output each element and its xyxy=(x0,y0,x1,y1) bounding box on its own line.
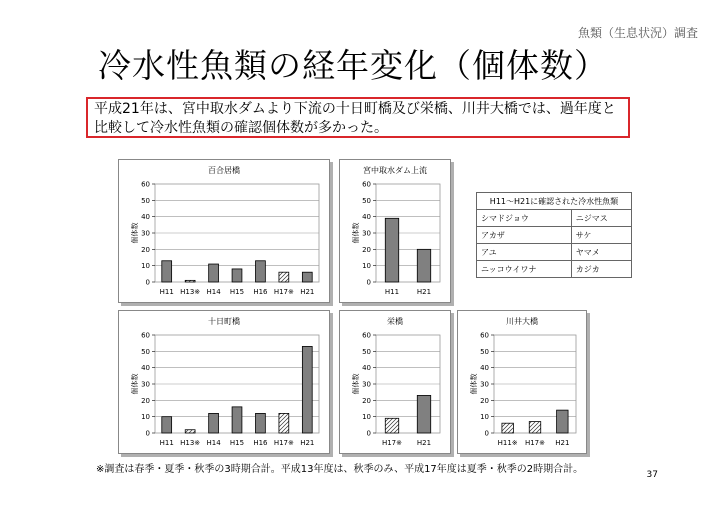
x-tick-label: H21 xyxy=(555,439,570,447)
y-tick-label: 30 xyxy=(141,380,150,389)
bar xyxy=(529,422,540,433)
bar xyxy=(302,346,312,433)
y-tick-label: 30 xyxy=(362,380,371,389)
legend-row xyxy=(477,227,632,244)
y-tick-label: 50 xyxy=(141,347,150,356)
y-tick-label: 60 xyxy=(141,331,150,340)
footnote: ※調査は春季・夏季・秋季の3時期合計。平成13年度は、秋季のみ、平成17年度は夏季・秋季の2時期合計。 xyxy=(96,464,584,475)
x-tick-label: H13※ xyxy=(180,288,201,296)
bar xyxy=(256,261,266,282)
x-tick-label: H13※ xyxy=(180,439,201,447)
bar xyxy=(385,418,398,433)
chart-panel-kawai xyxy=(457,310,587,454)
legend-title: H11～H21に確認された冷水性魚類 xyxy=(477,193,632,210)
chart-title: 川井大橋 xyxy=(506,317,538,326)
bar xyxy=(279,413,289,433)
bar xyxy=(385,218,398,282)
chart-miyanaka xyxy=(340,160,450,302)
x-tick-label: H21 xyxy=(300,439,315,447)
chart-panel-yurii xyxy=(118,159,330,303)
y-tick-label: 0 xyxy=(145,278,150,287)
legend-cell: シマドジョウ xyxy=(477,210,572,227)
y-tick-label: 40 xyxy=(362,364,371,373)
x-tick-label: H16 xyxy=(253,439,268,447)
bar xyxy=(417,395,430,433)
x-tick-label: H15 xyxy=(229,288,245,296)
bar xyxy=(232,269,242,282)
y-tick-label: 0 xyxy=(366,278,371,287)
y-axis-label: 個体数 xyxy=(352,222,360,244)
bar xyxy=(162,417,172,433)
y-tick-label: 50 xyxy=(362,347,371,356)
y-tick-label: 60 xyxy=(141,180,150,189)
y-tick-label: 60 xyxy=(362,180,371,189)
y-axis-label: 個体数 xyxy=(131,222,139,244)
y-tick-label: 10 xyxy=(141,413,150,422)
x-tick-label: H14 xyxy=(206,439,221,447)
bar xyxy=(302,272,312,282)
y-tick-label: 20 xyxy=(362,396,371,405)
x-tick-label: H15 xyxy=(229,439,245,447)
legend-cell: アユ xyxy=(477,244,572,261)
x-tick-label: H11※ xyxy=(497,439,518,447)
chart-title: 百合居橋 xyxy=(208,166,240,175)
bar xyxy=(256,413,266,433)
chart-panel-sakae xyxy=(339,310,451,454)
species-legend-table xyxy=(476,192,632,278)
y-tick-label: 20 xyxy=(141,396,150,405)
chart-title: 宮中取水ダム上流 xyxy=(363,166,427,175)
chart-kawai xyxy=(458,311,586,453)
chart-panel-tokamachi xyxy=(118,310,330,454)
y-tick-label: 10 xyxy=(480,413,489,422)
legend-row xyxy=(477,244,632,261)
legend-row xyxy=(477,210,632,227)
y-tick-label: 20 xyxy=(141,245,150,254)
y-tick-label: 40 xyxy=(141,213,150,222)
bar xyxy=(502,423,513,433)
y-tick-label: 40 xyxy=(362,213,371,222)
y-tick-label: 30 xyxy=(141,229,150,238)
x-tick-label: H11 xyxy=(159,439,174,447)
x-tick-label: H11 xyxy=(384,288,400,296)
bar xyxy=(417,249,430,282)
summary-box: 平成21年は、宮中取水ダムより下流の十日町橋及び栄橋、川井大橋では、過年度と比較して冷水性魚類の確認個体数が多かった。 xyxy=(86,97,630,138)
x-tick-label: H17※ xyxy=(273,288,294,296)
legend-cell: カジカ xyxy=(571,261,631,278)
bar xyxy=(185,280,195,282)
bar xyxy=(232,407,242,433)
y-tick-label: 40 xyxy=(480,364,489,373)
x-tick-label: H21 xyxy=(416,288,432,296)
x-tick-label: H14 xyxy=(206,288,221,296)
y-axis-label: 個体数 xyxy=(470,373,478,395)
chart-yurii xyxy=(119,160,329,302)
section-label: 魚類（生息状況）調査 xyxy=(577,26,698,40)
chart-tokamachi xyxy=(119,311,329,453)
bar xyxy=(209,264,219,282)
y-tick-label: 10 xyxy=(362,413,371,422)
bar xyxy=(162,261,172,282)
y-axis-label: 個体数 xyxy=(131,373,139,395)
x-tick-label: H21 xyxy=(416,439,432,447)
y-tick-label: 60 xyxy=(480,331,489,340)
chart-title: 栄橋 xyxy=(387,317,403,326)
y-tick-label: 50 xyxy=(480,347,489,356)
x-tick-label: H16 xyxy=(253,288,268,296)
chart-sakae xyxy=(340,311,450,453)
bar xyxy=(209,413,219,433)
y-tick-label: 30 xyxy=(480,380,489,389)
legend-cell: ニッコウイワナ xyxy=(477,261,572,278)
y-tick-label: 60 xyxy=(362,331,371,340)
legend-cell: アカザ xyxy=(477,227,572,244)
chart-panel-miyanaka xyxy=(339,159,451,303)
bar xyxy=(557,410,568,433)
page-number: 37 xyxy=(646,470,658,480)
x-tick-label: H11 xyxy=(159,288,174,296)
x-tick-label: H17※ xyxy=(524,439,546,447)
y-tick-label: 0 xyxy=(484,429,489,438)
y-tick-label: 30 xyxy=(362,229,371,238)
bar xyxy=(279,272,289,282)
legend-cell: ニジマス xyxy=(571,210,631,227)
legend-cell: ヤマメ xyxy=(571,244,631,261)
legend-cell: サケ xyxy=(571,227,631,244)
x-tick-label: H17※ xyxy=(273,439,294,447)
legend-row xyxy=(477,261,632,278)
y-tick-label: 10 xyxy=(141,262,150,271)
y-tick-label: 10 xyxy=(362,262,371,271)
y-tick-label: 50 xyxy=(362,196,371,205)
page-title: 冷水性魚類の経年変化（個体数） xyxy=(98,46,608,85)
x-tick-label: H17※ xyxy=(381,439,403,447)
bar xyxy=(185,430,195,433)
y-tick-label: 20 xyxy=(480,396,489,405)
y-tick-label: 40 xyxy=(141,364,150,373)
y-tick-label: 0 xyxy=(366,429,371,438)
chart-title: 十日町橋 xyxy=(208,317,240,326)
y-tick-label: 20 xyxy=(362,245,371,254)
y-tick-label: 0 xyxy=(145,429,150,438)
y-axis-label: 個体数 xyxy=(352,373,360,395)
x-tick-label: H21 xyxy=(300,288,315,296)
y-tick-label: 50 xyxy=(141,196,150,205)
